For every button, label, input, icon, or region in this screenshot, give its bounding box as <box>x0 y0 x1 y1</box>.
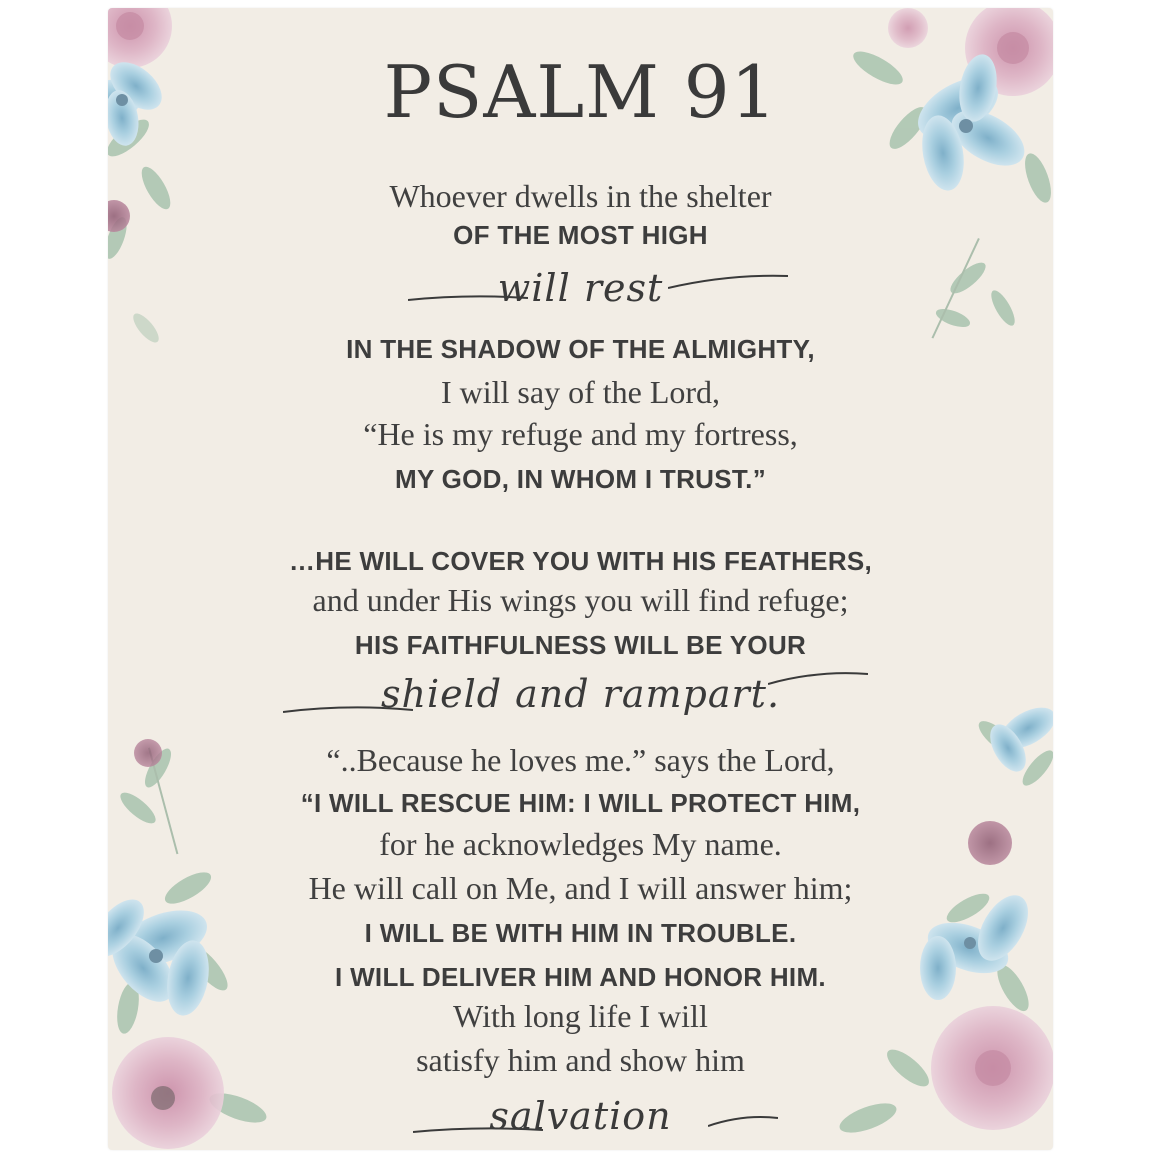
verse-line: and under His wings you will find refuge; <box>312 582 849 618</box>
verse-line: He will call on Me, and I will answer him; <box>308 870 853 906</box>
swash-right-icon <box>768 668 868 688</box>
page-title: PSALM 91 <box>383 50 778 134</box>
verse-line: “..Because he loves me.” says the Lord, <box>326 742 835 778</box>
verse-line: I WILL BE WITH HIM IN TROUBLE. <box>364 918 797 948</box>
verse-line: With long life I will <box>453 998 708 1034</box>
verse-line: for he acknowledges My name. <box>379 826 782 862</box>
verse-script: shield and rampart. <box>380 672 781 716</box>
verse-line: IN THE SHADOW OF THE ALMIGHTY, <box>346 334 815 364</box>
verse-line: I WILL DELIVER HIM AND HONOR HIM. <box>335 962 826 992</box>
swash-right-icon <box>708 1112 778 1132</box>
verse-line: “I WILL RESCUE HIM: I WILL PROTECT HIM, <box>300 788 861 818</box>
verse-line: Whoever dwells in the shelter <box>389 178 772 214</box>
blanket <box>108 8 1053 1150</box>
verse-script: salvation <box>489 1094 672 1138</box>
verse-line: satisfy him and show him <box>416 1042 745 1078</box>
verse-script: will rest <box>497 266 664 310</box>
verse-line: MY GOD, IN WHOM I TRUST.” <box>394 464 767 494</box>
verse-line: HIS FAITHFULNESS WILL BE YOUR <box>354 630 807 660</box>
verse-line: …HE WILL COVER YOU WITH HIS FEATHERS, <box>288 546 873 576</box>
swash-right-icon <box>668 272 788 292</box>
verse-line: I will say of the Lord, <box>440 374 721 410</box>
verse-line: OF THE MOST HIGH <box>453 220 708 250</box>
verse-line: “He is my refuge and my fortress, <box>363 416 798 452</box>
